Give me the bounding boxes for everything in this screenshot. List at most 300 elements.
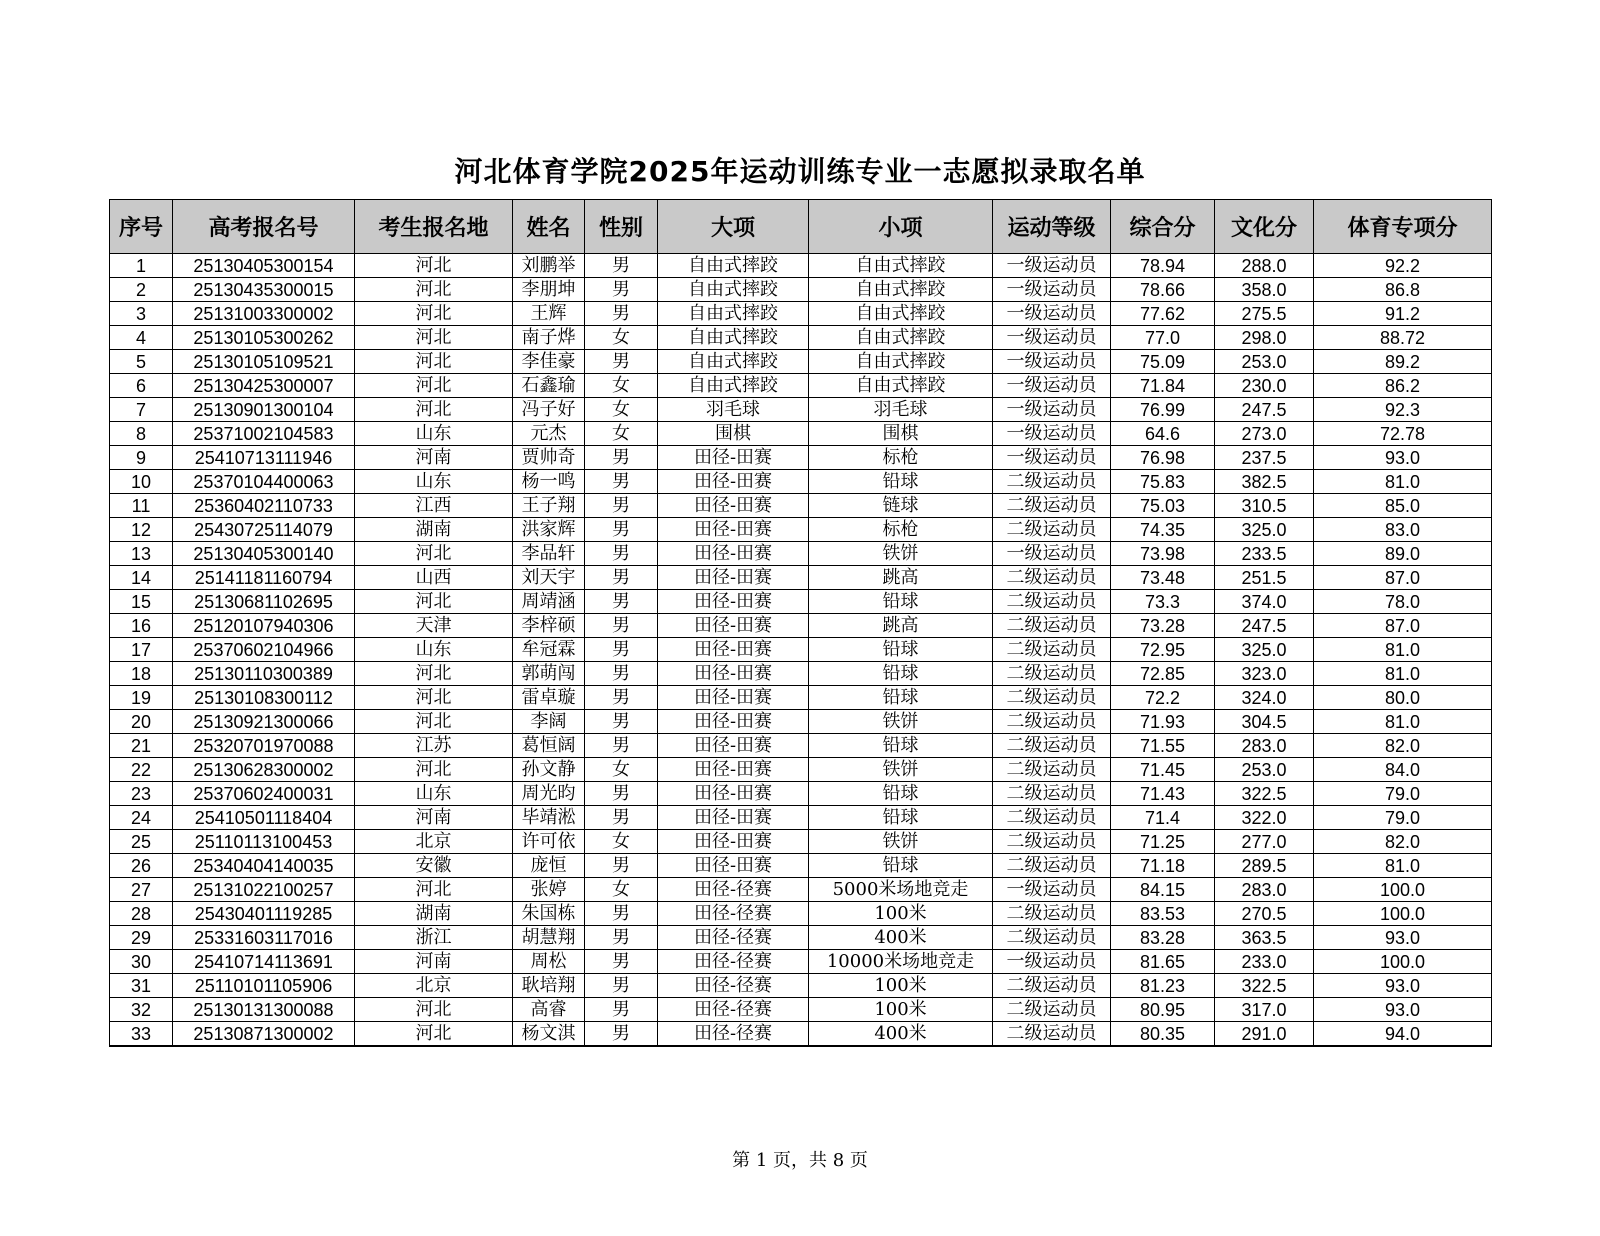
cell-sub-event: 100米 bbox=[809, 902, 993, 926]
cell-sub-event: 10000米场地竞走 bbox=[809, 950, 993, 974]
cell-sub-event: 100米 bbox=[809, 998, 993, 1022]
cell-gender: 男 bbox=[585, 638, 658, 662]
cell-region: 山东 bbox=[355, 638, 513, 662]
cell-name: 元杰 bbox=[513, 422, 585, 446]
cell-gender: 男 bbox=[585, 446, 658, 470]
cell-sport-score: 82.0 bbox=[1314, 830, 1492, 854]
cell-sport-score: 80.0 bbox=[1314, 686, 1492, 710]
cell-athlete-level: 二级运动员 bbox=[993, 566, 1111, 590]
cell-gender: 男 bbox=[585, 614, 658, 638]
cell-major-event: 田径-径赛 bbox=[658, 926, 809, 950]
cell-academic-score: 283.0 bbox=[1215, 878, 1314, 902]
cell-gender: 男 bbox=[585, 854, 658, 878]
cell-sub-event: 自由式摔跤 bbox=[809, 254, 993, 278]
cell-academic-score: 358.0 bbox=[1215, 278, 1314, 302]
cell-name: 牟冠霖 bbox=[513, 638, 585, 662]
cell-athlete-level: 二级运动员 bbox=[993, 470, 1111, 494]
cell-region: 安徽 bbox=[355, 854, 513, 878]
cell-academic-score: 237.5 bbox=[1215, 446, 1314, 470]
cell-name: 王子翔 bbox=[513, 494, 585, 518]
cell-sport-score: 92.3 bbox=[1314, 398, 1492, 422]
cell-region: 河北 bbox=[355, 542, 513, 566]
table-row bbox=[110, 422, 1492, 446]
cell-major-event: 田径-田赛 bbox=[658, 686, 809, 710]
cell-major-event: 自由式摔跤 bbox=[658, 278, 809, 302]
cell-academic-score: 325.0 bbox=[1215, 518, 1314, 542]
cell-name: 李阔 bbox=[513, 710, 585, 734]
cell-region: 河北 bbox=[355, 758, 513, 782]
cell-athlete-level: 二级运动员 bbox=[993, 590, 1111, 614]
cell-seq: 25 bbox=[110, 830, 173, 854]
cell-gender: 男 bbox=[585, 470, 658, 494]
cell-major-event: 田径-田赛 bbox=[658, 830, 809, 854]
cell-name: 杨一鸣 bbox=[513, 470, 585, 494]
cell-total-score: 75.83 bbox=[1111, 470, 1215, 494]
cell-exam-id: 25430725114079 bbox=[173, 518, 355, 542]
cell-name: 王辉 bbox=[513, 302, 585, 326]
cell-gender: 女 bbox=[585, 326, 658, 350]
table-row bbox=[110, 998, 1492, 1022]
cell-gender: 女 bbox=[585, 758, 658, 782]
cell-sub-event: 链球 bbox=[809, 494, 993, 518]
cell-name: 李朋坤 bbox=[513, 278, 585, 302]
cell-name: 李梓硕 bbox=[513, 614, 585, 638]
column-header-gender: 性别 bbox=[585, 200, 658, 254]
cell-total-score: 76.98 bbox=[1111, 446, 1215, 470]
cell-name: 冯子好 bbox=[513, 398, 585, 422]
cell-sub-event: 铅球 bbox=[809, 662, 993, 686]
table-row bbox=[110, 302, 1492, 326]
cell-total-score: 64.6 bbox=[1111, 422, 1215, 446]
cell-seq: 18 bbox=[110, 662, 173, 686]
cell-sub-event: 铁饼 bbox=[809, 758, 993, 782]
cell-athlete-level: 二级运动员 bbox=[993, 758, 1111, 782]
cell-region: 河北 bbox=[355, 278, 513, 302]
cell-sport-score: 93.0 bbox=[1314, 926, 1492, 950]
cell-academic-score: 374.0 bbox=[1215, 590, 1314, 614]
cell-major-event: 田径-田赛 bbox=[658, 734, 809, 758]
cell-total-score: 72.2 bbox=[1111, 686, 1215, 710]
cell-exam-id: 25130871300002 bbox=[173, 1022, 355, 1047]
cell-exam-id: 25331603117016 bbox=[173, 926, 355, 950]
cell-seq: 28 bbox=[110, 902, 173, 926]
column-header-total-score: 综合分 bbox=[1111, 200, 1215, 254]
cell-region: 山东 bbox=[355, 782, 513, 806]
cell-exam-id: 25130105300262 bbox=[173, 326, 355, 350]
cell-gender: 男 bbox=[585, 902, 658, 926]
table-row bbox=[110, 374, 1492, 398]
cell-athlete-level: 一级运动员 bbox=[993, 326, 1111, 350]
cell-seq: 26 bbox=[110, 854, 173, 878]
cell-academic-score: 253.0 bbox=[1215, 758, 1314, 782]
cell-academic-score: 322.5 bbox=[1215, 974, 1314, 998]
cell-region: 湖南 bbox=[355, 518, 513, 542]
cell-gender: 男 bbox=[585, 926, 658, 950]
cell-name: 刘鹏举 bbox=[513, 254, 585, 278]
cell-major-event: 田径-田赛 bbox=[658, 854, 809, 878]
table-body bbox=[110, 254, 1492, 1047]
cell-total-score: 72.85 bbox=[1111, 662, 1215, 686]
cell-academic-score: 230.0 bbox=[1215, 374, 1314, 398]
cell-major-event: 田径-田赛 bbox=[658, 446, 809, 470]
cell-name: 张婷 bbox=[513, 878, 585, 902]
cell-region: 河北 bbox=[355, 710, 513, 734]
cell-major-event: 田径-田赛 bbox=[658, 590, 809, 614]
cell-total-score: 83.28 bbox=[1111, 926, 1215, 950]
cell-academic-score: 233.5 bbox=[1215, 542, 1314, 566]
table-row bbox=[110, 446, 1492, 470]
cell-athlete-level: 一级运动员 bbox=[993, 542, 1111, 566]
cell-sub-event: 铅球 bbox=[809, 782, 993, 806]
table-row bbox=[110, 614, 1492, 638]
cell-sub-event: 标枪 bbox=[809, 446, 993, 470]
cell-total-score: 71.18 bbox=[1111, 854, 1215, 878]
cell-seq: 23 bbox=[110, 782, 173, 806]
cell-major-event: 田径-径赛 bbox=[658, 974, 809, 998]
cell-region: 山东 bbox=[355, 422, 513, 446]
cell-total-score: 80.95 bbox=[1111, 998, 1215, 1022]
cell-sport-score: 79.0 bbox=[1314, 806, 1492, 830]
cell-seq: 4 bbox=[110, 326, 173, 350]
cell-sport-score: 78.0 bbox=[1314, 590, 1492, 614]
cell-sub-event: 铅球 bbox=[809, 470, 993, 494]
table-row bbox=[110, 254, 1492, 278]
cell-sport-score: 84.0 bbox=[1314, 758, 1492, 782]
cell-academic-score: 363.5 bbox=[1215, 926, 1314, 950]
cell-seq: 6 bbox=[110, 374, 173, 398]
cell-seq: 20 bbox=[110, 710, 173, 734]
cell-athlete-level: 一级运动员 bbox=[993, 278, 1111, 302]
cell-name: 高睿 bbox=[513, 998, 585, 1022]
cell-sport-score: 85.0 bbox=[1314, 494, 1492, 518]
cell-academic-score: 277.0 bbox=[1215, 830, 1314, 854]
column-header-academic-score: 文化分 bbox=[1215, 200, 1314, 254]
cell-sub-event: 跳高 bbox=[809, 566, 993, 590]
cell-gender: 女 bbox=[585, 374, 658, 398]
cell-total-score: 77.62 bbox=[1111, 302, 1215, 326]
cell-gender: 男 bbox=[585, 710, 658, 734]
table-row bbox=[110, 566, 1492, 590]
cell-exam-id: 25410501118404 bbox=[173, 806, 355, 830]
cell-total-score: 73.3 bbox=[1111, 590, 1215, 614]
column-header-sub-event: 小项 bbox=[809, 200, 993, 254]
cell-sub-event: 铁饼 bbox=[809, 710, 993, 734]
cell-name: 庞恒 bbox=[513, 854, 585, 878]
cell-sport-score: 81.0 bbox=[1314, 638, 1492, 662]
cell-sport-score: 87.0 bbox=[1314, 614, 1492, 638]
cell-academic-score: 325.0 bbox=[1215, 638, 1314, 662]
cell-seq: 19 bbox=[110, 686, 173, 710]
cell-sub-event: 铅球 bbox=[809, 638, 993, 662]
cell-region: 河北 bbox=[355, 398, 513, 422]
cell-name: 葛恒阔 bbox=[513, 734, 585, 758]
cell-name: 洪家辉 bbox=[513, 518, 585, 542]
cell-sport-score: 94.0 bbox=[1314, 1022, 1492, 1047]
cell-athlete-level: 一级运动员 bbox=[993, 398, 1111, 422]
cell-seq: 24 bbox=[110, 806, 173, 830]
cell-exam-id: 25410714113691 bbox=[173, 950, 355, 974]
cell-sub-event: 标枪 bbox=[809, 518, 993, 542]
cell-total-score: 84.15 bbox=[1111, 878, 1215, 902]
cell-major-event: 田径-田赛 bbox=[658, 782, 809, 806]
cell-exam-id: 25130901300104 bbox=[173, 398, 355, 422]
cell-sub-event: 100米 bbox=[809, 974, 993, 998]
cell-academic-score: 247.5 bbox=[1215, 614, 1314, 638]
cell-seq: 16 bbox=[110, 614, 173, 638]
cell-name: 毕靖淞 bbox=[513, 806, 585, 830]
cell-athlete-level: 一级运动员 bbox=[993, 350, 1111, 374]
cell-seq: 30 bbox=[110, 950, 173, 974]
cell-seq: 11 bbox=[110, 494, 173, 518]
table-row bbox=[110, 782, 1492, 806]
cell-academic-score: 283.0 bbox=[1215, 734, 1314, 758]
cell-academic-score: 322.0 bbox=[1215, 806, 1314, 830]
cell-major-event: 田径-径赛 bbox=[658, 902, 809, 926]
cell-exam-id: 25430401119285 bbox=[173, 902, 355, 926]
cell-exam-id: 25340404140035 bbox=[173, 854, 355, 878]
table-row bbox=[110, 806, 1492, 830]
cell-total-score: 83.53 bbox=[1111, 902, 1215, 926]
cell-athlete-level: 一级运动员 bbox=[993, 950, 1111, 974]
cell-total-score: 76.99 bbox=[1111, 398, 1215, 422]
table-row bbox=[110, 518, 1492, 542]
cell-exam-id: 25130405300154 bbox=[173, 254, 355, 278]
cell-gender: 女 bbox=[585, 398, 658, 422]
cell-academic-score: 322.5 bbox=[1215, 782, 1314, 806]
cell-region: 北京 bbox=[355, 974, 513, 998]
cell-exam-id: 25110101105906 bbox=[173, 974, 355, 998]
cell-sport-score: 91.2 bbox=[1314, 302, 1492, 326]
cell-sub-event: 铁饼 bbox=[809, 542, 993, 566]
cell-sport-score: 89.0 bbox=[1314, 542, 1492, 566]
cell-gender: 女 bbox=[585, 878, 658, 902]
cell-exam-id: 25130435300015 bbox=[173, 278, 355, 302]
table-row bbox=[110, 854, 1492, 878]
cell-sub-event: 跳高 bbox=[809, 614, 993, 638]
cell-major-event: 自由式摔跤 bbox=[658, 302, 809, 326]
cell-region: 河南 bbox=[355, 806, 513, 830]
cell-exam-id: 25130105109521 bbox=[173, 350, 355, 374]
cell-sub-event: 400米 bbox=[809, 1022, 993, 1047]
cell-total-score: 71.93 bbox=[1111, 710, 1215, 734]
cell-athlete-level: 一级运动员 bbox=[993, 422, 1111, 446]
cell-seq: 14 bbox=[110, 566, 173, 590]
column-header-name: 姓名 bbox=[513, 200, 585, 254]
table-row bbox=[110, 638, 1492, 662]
cell-region: 河北 bbox=[355, 254, 513, 278]
cell-total-score: 74.35 bbox=[1111, 518, 1215, 542]
cell-academic-score: 317.0 bbox=[1215, 998, 1314, 1022]
cell-seq: 3 bbox=[110, 302, 173, 326]
cell-sport-score: 93.0 bbox=[1314, 446, 1492, 470]
cell-total-score: 72.95 bbox=[1111, 638, 1215, 662]
cell-academic-score: 247.5 bbox=[1215, 398, 1314, 422]
cell-academic-score: 251.5 bbox=[1215, 566, 1314, 590]
cell-athlete-level: 二级运动员 bbox=[993, 974, 1111, 998]
table-row bbox=[110, 542, 1492, 566]
cell-athlete-level: 一级运动员 bbox=[993, 374, 1111, 398]
cell-athlete-level: 二级运动员 bbox=[993, 518, 1111, 542]
cell-major-event: 田径-径赛 bbox=[658, 950, 809, 974]
cell-academic-score: 288.0 bbox=[1215, 254, 1314, 278]
column-header-region: 考生报名地 bbox=[355, 200, 513, 254]
cell-region: 湖南 bbox=[355, 902, 513, 926]
cell-athlete-level: 一级运动员 bbox=[993, 878, 1111, 902]
cell-name: 刘天宇 bbox=[513, 566, 585, 590]
cell-exam-id: 25370104400063 bbox=[173, 470, 355, 494]
cell-region: 河北 bbox=[355, 878, 513, 902]
cell-total-score: 77.0 bbox=[1111, 326, 1215, 350]
cell-gender: 男 bbox=[585, 734, 658, 758]
cell-academic-score: 291.0 bbox=[1215, 1022, 1314, 1047]
cell-athlete-level: 一级运动员 bbox=[993, 302, 1111, 326]
cell-academic-score: 310.5 bbox=[1215, 494, 1314, 518]
cell-sport-score: 83.0 bbox=[1314, 518, 1492, 542]
cell-gender: 男 bbox=[585, 542, 658, 566]
cell-gender: 男 bbox=[585, 302, 658, 326]
cell-seq: 2 bbox=[110, 278, 173, 302]
cell-seq: 8 bbox=[110, 422, 173, 446]
cell-sub-event: 自由式摔跤 bbox=[809, 350, 993, 374]
cell-academic-score: 275.5 bbox=[1215, 302, 1314, 326]
cell-sub-event: 自由式摔跤 bbox=[809, 302, 993, 326]
cell-sub-event: 羽毛球 bbox=[809, 398, 993, 422]
cell-sub-event: 铅球 bbox=[809, 590, 993, 614]
cell-athlete-level: 一级运动员 bbox=[993, 446, 1111, 470]
cell-total-score: 71.84 bbox=[1111, 374, 1215, 398]
cell-athlete-level: 二级运动员 bbox=[993, 494, 1111, 518]
cell-gender: 男 bbox=[585, 782, 658, 806]
cell-name: 周光昀 bbox=[513, 782, 585, 806]
cell-major-event: 田径-径赛 bbox=[658, 998, 809, 1022]
cell-major-event: 田径-田赛 bbox=[658, 614, 809, 638]
cell-total-score: 78.66 bbox=[1111, 278, 1215, 302]
cell-major-event: 自由式摔跤 bbox=[658, 350, 809, 374]
cell-gender: 男 bbox=[585, 518, 658, 542]
cell-seq: 32 bbox=[110, 998, 173, 1022]
column-header-seq: 序号 bbox=[110, 200, 173, 254]
cell-seq: 29 bbox=[110, 926, 173, 950]
cell-sub-event: 铅球 bbox=[809, 854, 993, 878]
cell-region: 河南 bbox=[355, 446, 513, 470]
cell-total-score: 73.98 bbox=[1111, 542, 1215, 566]
cell-total-score: 71.25 bbox=[1111, 830, 1215, 854]
cell-academic-score: 382.5 bbox=[1215, 470, 1314, 494]
cell-region: 河北 bbox=[355, 998, 513, 1022]
table-row bbox=[110, 590, 1492, 614]
cell-region: 天津 bbox=[355, 614, 513, 638]
cell-seq: 33 bbox=[110, 1022, 173, 1047]
cell-region: 河北 bbox=[355, 374, 513, 398]
cell-sub-event: 自由式摔跤 bbox=[809, 374, 993, 398]
cell-exam-id: 25370602104966 bbox=[173, 638, 355, 662]
cell-region: 河南 bbox=[355, 950, 513, 974]
cell-major-event: 田径-田赛 bbox=[658, 494, 809, 518]
cell-region: 河北 bbox=[355, 350, 513, 374]
cell-academic-score: 273.0 bbox=[1215, 422, 1314, 446]
cell-sub-event: 自由式摔跤 bbox=[809, 326, 993, 350]
cell-athlete-level: 二级运动员 bbox=[993, 902, 1111, 926]
table-row bbox=[110, 1022, 1492, 1047]
cell-total-score: 81.23 bbox=[1111, 974, 1215, 998]
cell-total-score: 81.65 bbox=[1111, 950, 1215, 974]
cell-total-score: 78.94 bbox=[1111, 254, 1215, 278]
cell-athlete-level: 二级运动员 bbox=[993, 854, 1111, 878]
cell-gender: 男 bbox=[585, 806, 658, 830]
table-row bbox=[110, 398, 1492, 422]
cell-academic-score: 289.5 bbox=[1215, 854, 1314, 878]
cell-total-score: 75.03 bbox=[1111, 494, 1215, 518]
cell-name: 孙文静 bbox=[513, 758, 585, 782]
cell-academic-score: 233.0 bbox=[1215, 950, 1314, 974]
cell-seq: 31 bbox=[110, 974, 173, 998]
cell-sport-score: 88.72 bbox=[1314, 326, 1492, 350]
table-row bbox=[110, 350, 1492, 374]
cell-major-event: 田径-田赛 bbox=[658, 638, 809, 662]
cell-athlete-level: 二级运动员 bbox=[993, 806, 1111, 830]
cell-sport-score: 72.78 bbox=[1314, 422, 1492, 446]
column-header-exam-id: 高考报名号 bbox=[173, 200, 355, 254]
cell-sport-score: 100.0 bbox=[1314, 878, 1492, 902]
cell-exam-id: 25130405300140 bbox=[173, 542, 355, 566]
cell-total-score: 71.4 bbox=[1111, 806, 1215, 830]
cell-major-event: 田径-田赛 bbox=[658, 710, 809, 734]
cell-total-score: 75.09 bbox=[1111, 350, 1215, 374]
admission-table bbox=[109, 199, 1492, 1047]
cell-exam-id: 25410713111946 bbox=[173, 446, 355, 470]
table-row bbox=[110, 734, 1492, 758]
cell-seq: 5 bbox=[110, 350, 173, 374]
cell-gender: 男 bbox=[585, 950, 658, 974]
cell-academic-score: 324.0 bbox=[1215, 686, 1314, 710]
cell-region: 河北 bbox=[355, 302, 513, 326]
cell-exam-id: 25120107940306 bbox=[173, 614, 355, 638]
cell-sub-event: 铅球 bbox=[809, 806, 993, 830]
cell-region: 河北 bbox=[355, 326, 513, 350]
cell-total-score: 73.48 bbox=[1111, 566, 1215, 590]
cell-region: 河北 bbox=[355, 662, 513, 686]
cell-exam-id: 25130425300007 bbox=[173, 374, 355, 398]
cell-major-event: 羽毛球 bbox=[658, 398, 809, 422]
cell-seq: 12 bbox=[110, 518, 173, 542]
cell-total-score: 71.43 bbox=[1111, 782, 1215, 806]
cell-total-score: 71.55 bbox=[1111, 734, 1215, 758]
table-row bbox=[110, 758, 1492, 782]
cell-gender: 男 bbox=[585, 686, 658, 710]
cell-major-event: 田径-田赛 bbox=[658, 566, 809, 590]
cell-athlete-level: 二级运动员 bbox=[993, 830, 1111, 854]
cell-region: 江苏 bbox=[355, 734, 513, 758]
cell-name: 耿培翔 bbox=[513, 974, 585, 998]
cell-seq: 7 bbox=[110, 398, 173, 422]
table-row bbox=[110, 902, 1492, 926]
cell-gender: 男 bbox=[585, 350, 658, 374]
cell-seq: 13 bbox=[110, 542, 173, 566]
cell-athlete-level: 二级运动员 bbox=[993, 686, 1111, 710]
cell-region: 河北 bbox=[355, 1022, 513, 1047]
cell-sport-score: 82.0 bbox=[1314, 734, 1492, 758]
cell-sport-score: 86.2 bbox=[1314, 374, 1492, 398]
table-row bbox=[110, 686, 1492, 710]
cell-gender: 女 bbox=[585, 830, 658, 854]
cell-sport-score: 100.0 bbox=[1314, 950, 1492, 974]
cell-academic-score: 253.0 bbox=[1215, 350, 1314, 374]
cell-exam-id: 25130110300389 bbox=[173, 662, 355, 686]
cell-athlete-level: 一级运动员 bbox=[993, 254, 1111, 278]
cell-name: 南子烨 bbox=[513, 326, 585, 350]
column-header-sport-score: 体育专项分 bbox=[1314, 200, 1492, 254]
cell-region: 山西 bbox=[355, 566, 513, 590]
